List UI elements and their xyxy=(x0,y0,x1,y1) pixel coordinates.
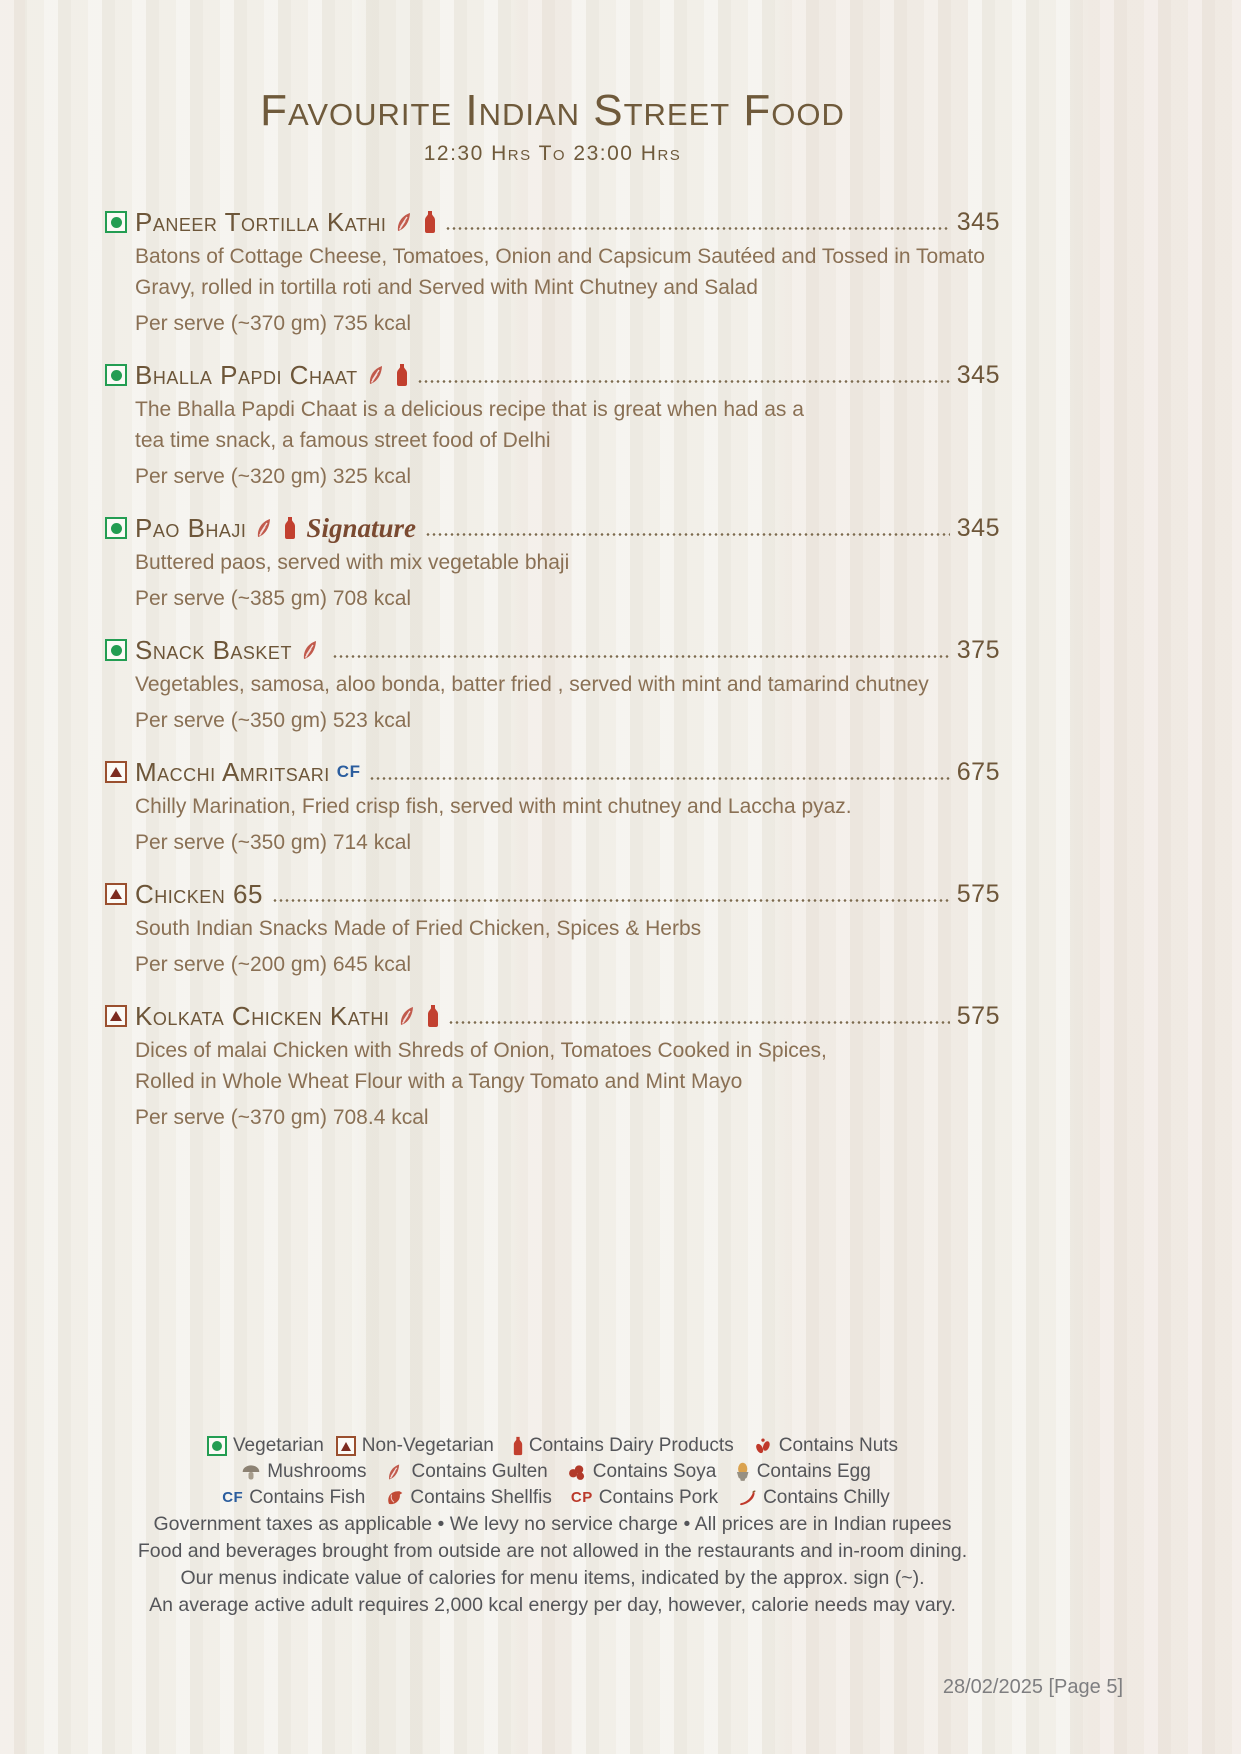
veg-icon xyxy=(105,517,127,539)
nonveg-icon xyxy=(336,1436,356,1456)
footer-note: Our menus indicate value of calories for menu items, indicated by the approx. sign (~). xyxy=(180,1567,925,1589)
legend-label: Non-Vegetarian xyxy=(361,1435,494,1456)
cf-label: CF xyxy=(336,762,361,781)
menu-item xyxy=(105,634,1000,736)
menu-item-name: Kolkata Chicken Kathi xyxy=(135,1000,390,1031)
legend-label: Contains Nuts xyxy=(778,1435,899,1456)
menu-item xyxy=(105,1000,1000,1133)
gluten-icon xyxy=(396,1004,420,1028)
menu-item-serving: Per serve (~370 gm) 735 kcal xyxy=(135,312,412,335)
gluten-icon xyxy=(385,1462,405,1482)
dairy-icon xyxy=(424,210,436,234)
item-description-line: Batons of Cottage Cheese, Tomatoes, Onion and Capsicum Sautéed and Tossed in Tomato xyxy=(135,245,985,268)
legend-label: Contains Fish xyxy=(249,1487,366,1508)
dotted-leader xyxy=(448,1021,949,1024)
legend-entry xyxy=(336,1433,494,1459)
legend-entry xyxy=(730,1485,890,1511)
legend-label: Contains Egg xyxy=(756,1461,871,1482)
dotted-leader xyxy=(332,655,950,658)
footer-note: An average active adult requires 2,000 kcal energy per day, however, calorie needs may vary. xyxy=(149,1594,956,1616)
cp-label: CP xyxy=(570,1489,593,1506)
item-description-line: Gravy, rolled in tortilla roti and Served with Mint Chutney and Salad xyxy=(135,276,758,299)
nonveg-icon xyxy=(105,883,127,905)
dotted-leader xyxy=(445,227,949,230)
menu-item xyxy=(105,512,1000,614)
menu-item-header xyxy=(105,206,1000,238)
shellfish-icon xyxy=(384,1488,404,1508)
signature-label: Signature xyxy=(306,512,416,543)
legend-row xyxy=(105,1433,1000,1459)
menu-item-name: Snack Basket xyxy=(135,634,292,665)
dotted-leader xyxy=(417,380,950,383)
menu-item xyxy=(105,359,1000,492)
menu-item-serving: Per serve (~200 gm) 645 kcal xyxy=(135,953,412,976)
gluten-icon xyxy=(253,516,277,540)
footer-note: Government taxes as applicable • We levy no service charge • All prices are in Indian rupees xyxy=(153,1513,952,1535)
soya-icon xyxy=(567,1462,587,1482)
nonveg-icon xyxy=(105,761,127,783)
menu-item-price: 575 xyxy=(956,879,1000,908)
menu-item-description xyxy=(135,791,1000,822)
item-description-line: The Bhalla Papdi Chaat is a delicious recipe that is great when had as a xyxy=(135,398,804,421)
menu-item xyxy=(105,878,1000,980)
gluten-icon xyxy=(365,363,389,387)
legend-label: Contains Chilly xyxy=(763,1487,890,1508)
legend-label: Contains Dairy Products xyxy=(528,1435,734,1456)
page-footer-date: 28/02/2025 [Page 5] xyxy=(942,1676,1123,1698)
nuts-icon xyxy=(753,1436,773,1456)
legend-label: Contains Soya xyxy=(592,1461,717,1482)
contains-pork-code-icon xyxy=(571,1485,593,1511)
dairy-icon xyxy=(513,1436,523,1456)
legend-entry xyxy=(506,1433,734,1459)
legend-label: Vegetarian xyxy=(232,1435,324,1456)
legend-entry xyxy=(377,1485,552,1511)
menu-item-name: Paneer Tortilla Kathi xyxy=(135,206,387,237)
menu-item-serving: Per serve (~350 gm) 714 kcal xyxy=(135,831,412,854)
item-description-line: Rolled in Whole Wheat Flour with a Tangy Tomato and Mint Mayo xyxy=(135,1070,743,1093)
veg-icon xyxy=(105,364,127,386)
mushroom-icon xyxy=(241,1462,261,1482)
menu-item-description xyxy=(135,241,1000,303)
item-description-line: Dices of malai Chicken with Shreds of Onion, Tomatoes Cooked in Spices, xyxy=(135,1039,827,1062)
legend-label: Mushrooms xyxy=(267,1461,367,1482)
gluten-icon xyxy=(299,638,323,662)
contains-fish-code-icon xyxy=(222,1485,243,1511)
menu-item-price: 575 xyxy=(956,1001,1000,1030)
menu-item-description xyxy=(135,1035,1000,1097)
menu-item-serving: Per serve (~320 gm) 325 kcal xyxy=(135,465,412,488)
dotted-leader xyxy=(272,899,950,902)
menu-item-name: Chicken 65 xyxy=(135,878,263,909)
menu-item-header xyxy=(105,634,1000,666)
menu-item-description xyxy=(135,394,1000,456)
dairy-icon xyxy=(427,1004,439,1028)
legend-entry xyxy=(564,1485,718,1511)
dotted-leader xyxy=(425,533,950,536)
menu-item-description xyxy=(135,669,1000,700)
legend-entry xyxy=(207,1433,324,1459)
gluten-icon xyxy=(393,210,417,234)
legend-entry xyxy=(746,1433,898,1459)
menu-item xyxy=(105,206,1000,339)
legend-entry xyxy=(234,1459,366,1485)
menu-item-price: 345 xyxy=(956,207,1000,236)
veg-icon xyxy=(207,1436,227,1456)
item-description-line: Vegetables, samosa, aloo bonda, batter fried , served with mint and tamarind chutney xyxy=(135,673,929,696)
legend-entry xyxy=(215,1485,365,1511)
dotted-leader xyxy=(369,777,949,780)
menu-item-serving: Per serve (~370 gm) 708.4 kcal xyxy=(135,1106,429,1129)
item-description-line: South Indian Snacks Made of Fried Chicken, Spices & Herbs xyxy=(135,917,702,940)
legend-label: Contains Gulten xyxy=(411,1461,548,1482)
menu-item-header xyxy=(105,512,1000,544)
legend-row xyxy=(105,1459,1000,1485)
item-description-line: Chilly Marination, Fried crisp fish, served with mint chutney and Laccha pyaz. xyxy=(135,795,852,818)
service-hours: 12:30 Hrs To 23:00 Hrs xyxy=(423,142,682,165)
menu-item-header xyxy=(105,1000,1000,1032)
item-description-line: tea time snack, a famous street food of Delhi xyxy=(135,429,551,452)
legend-row xyxy=(105,1485,1000,1511)
menu-items xyxy=(105,206,1000,1133)
dairy-icon xyxy=(284,516,296,540)
menu-item xyxy=(105,756,1000,858)
veg-icon xyxy=(105,639,127,661)
legend-label: Contains Shellfis xyxy=(410,1487,552,1508)
page-title: Favourite Indian Street Food xyxy=(260,86,845,135)
menu-item-serving: Per serve (~385 gm) 708 kcal xyxy=(135,587,412,610)
cf-label: CF xyxy=(222,1489,244,1506)
legend-and-notes xyxy=(105,1433,1000,1619)
legend-entry xyxy=(378,1459,547,1485)
menu-item-header xyxy=(105,878,1000,910)
legend-entry xyxy=(728,1459,870,1485)
chilly-icon xyxy=(737,1488,757,1508)
menu-item-description xyxy=(135,547,1000,578)
menu-item-name: Pao Bhaji xyxy=(135,512,247,543)
menu-item-price: 675 xyxy=(956,757,1000,786)
nonveg-icon xyxy=(105,1005,127,1027)
menu-content xyxy=(105,86,1000,1619)
menu-item-description xyxy=(135,913,1000,944)
menu-item-name: Macchi Amritsari xyxy=(135,756,330,787)
legend-entry xyxy=(560,1459,717,1485)
legend-label: Contains Pork xyxy=(598,1487,719,1508)
menu-item-serving: Per serve (~350 gm) 523 kcal xyxy=(135,709,412,732)
menu-item-price: 345 xyxy=(956,360,1000,389)
menu-item-price: 375 xyxy=(956,635,1000,664)
item-description-line: Buttered paos, served with mix vegetable bhaji xyxy=(135,551,570,574)
contains-fish-code-icon xyxy=(337,762,361,782)
menu-item-price: 345 xyxy=(956,513,1000,542)
menu-item-name: Bhalla Papdi Chaat xyxy=(135,359,358,390)
menu-item-header xyxy=(105,359,1000,391)
footer-note: Food and beverages brought from outside are not allowed in the restaurants and in-room dining. xyxy=(137,1540,968,1562)
menu-item-header xyxy=(105,756,1000,788)
egg-icon xyxy=(735,1462,750,1482)
veg-icon xyxy=(105,211,127,233)
dairy-icon xyxy=(396,363,408,387)
